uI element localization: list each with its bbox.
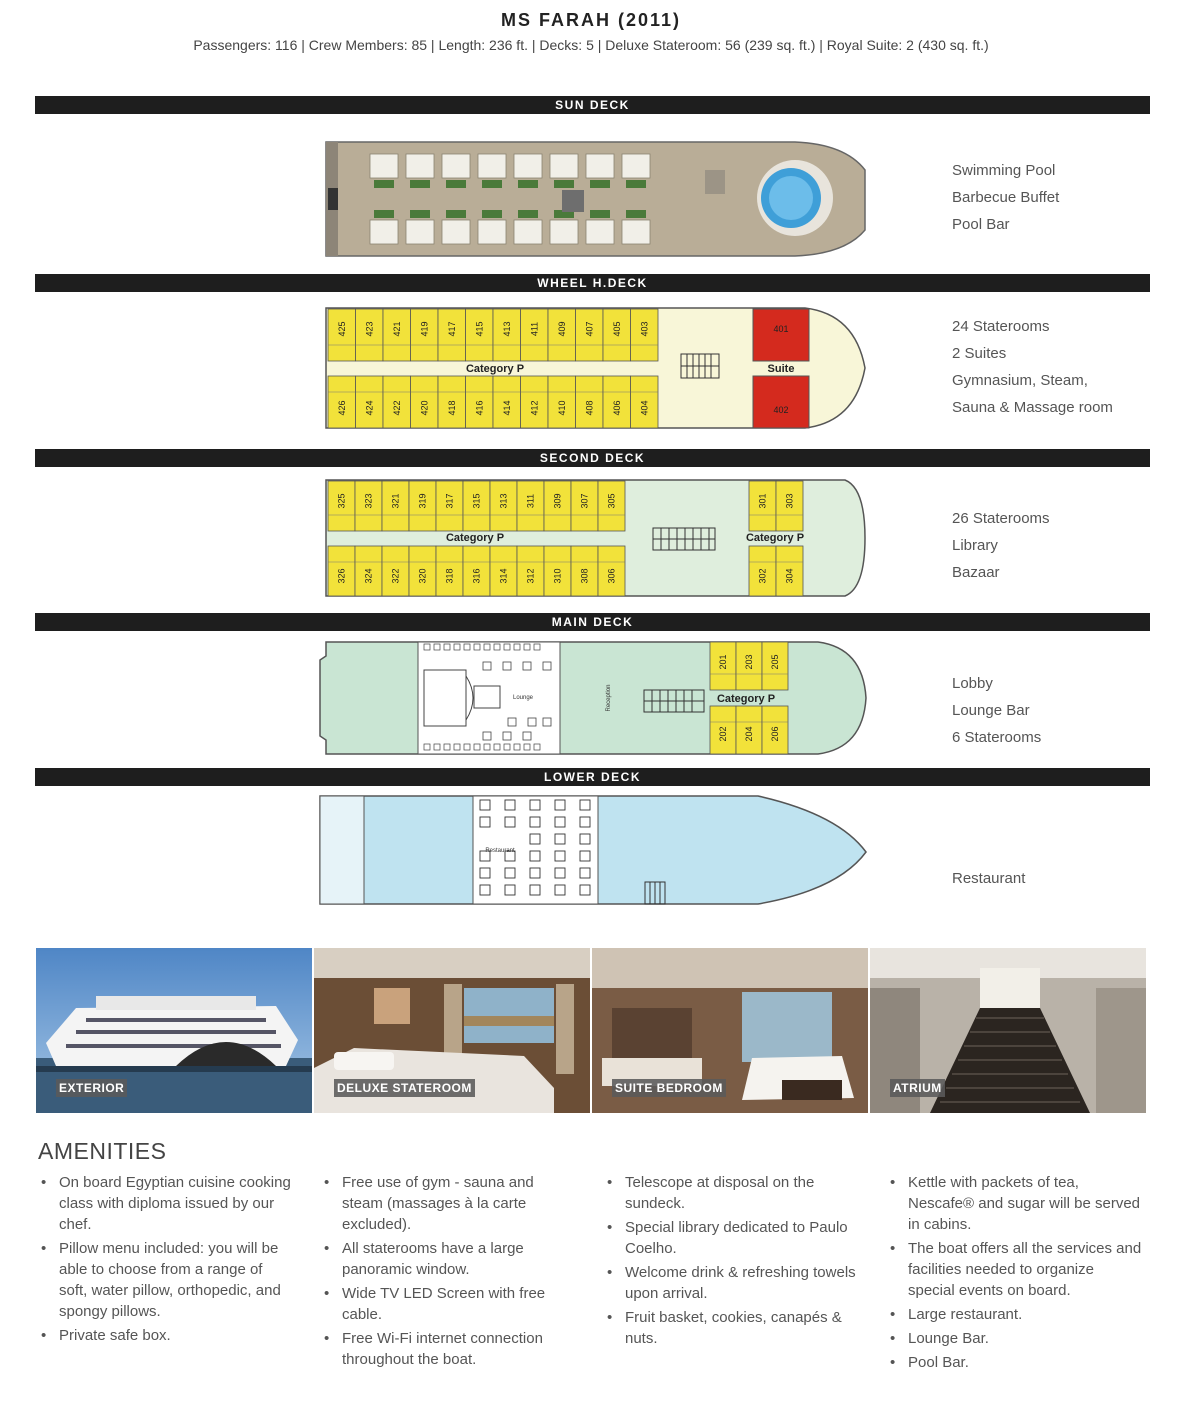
cabana — [550, 220, 578, 244]
cabin — [466, 376, 494, 428]
feature-item: Gymnasium, Steam, — [952, 372, 1088, 389]
cabana — [406, 154, 434, 178]
cabana — [442, 154, 470, 178]
cabana — [406, 220, 434, 244]
cabin — [603, 376, 631, 428]
cabin-number: 412 — [529, 400, 540, 416]
cabin-number: 301 — [757, 493, 768, 509]
second-deck-features — [952, 505, 1050, 586]
cabana — [514, 154, 542, 178]
cabin-number: 305 — [606, 493, 617, 509]
planter — [518, 180, 538, 188]
amenity-item: • Wide TV LED Screen with free cable. — [321, 1283, 576, 1325]
planter — [554, 180, 574, 188]
planter — [626, 180, 646, 188]
cabin — [517, 546, 544, 596]
cabin-number: 420 — [419, 400, 430, 416]
cabin-number: 413 — [501, 321, 512, 337]
cabana — [514, 220, 542, 244]
cabin — [356, 309, 384, 361]
amenity-item: • On board Egyptian cuisine cooking class with diploma issued by our chef. — [38, 1172, 293, 1235]
cabin — [631, 309, 659, 361]
cabin — [493, 376, 521, 428]
feature-item: 2 Suites — [952, 345, 1007, 362]
cabin-number: 203 — [744, 654, 754, 670]
cabin — [544, 546, 571, 596]
cabin — [762, 642, 788, 690]
lower-deck-features — [952, 865, 1025, 892]
cabin — [382, 481, 409, 531]
cabin — [355, 546, 382, 596]
amenities-title: AMENITIES — [38, 1138, 167, 1164]
cabin-number: 303 — [784, 493, 795, 509]
amenity-item: • Fruit basket, cookies, canapés & nuts. — [604, 1307, 859, 1349]
cabin — [749, 481, 776, 531]
cabin — [548, 309, 576, 361]
cabin — [710, 642, 736, 690]
cabin — [463, 546, 490, 596]
restaurant-label: Restaurant — [485, 848, 515, 854]
main-deck-plan — [318, 640, 870, 763]
cabin — [355, 481, 382, 531]
amenity-item: • Pool Bar. — [887, 1352, 1142, 1373]
cabin — [521, 376, 549, 428]
cabin-number: 306 — [606, 568, 617, 584]
cabana — [442, 220, 470, 244]
cabin-number: 404 — [639, 400, 650, 416]
second-deck-plan — [325, 478, 870, 605]
cabin-number: 426 — [336, 400, 347, 416]
main-deck-features — [952, 670, 1041, 751]
cabin — [383, 376, 411, 428]
cabin — [598, 546, 625, 596]
cabin — [328, 376, 356, 428]
cabin-number: 309 — [552, 493, 563, 509]
cabin — [383, 309, 411, 361]
sun-deck-plan — [325, 140, 870, 263]
cabin — [356, 376, 384, 428]
planter — [410, 210, 430, 218]
cabin-number: 425 — [336, 321, 347, 337]
photo-suite-bedroom — [592, 948, 868, 1113]
cabin-number: 320 — [417, 568, 428, 584]
cabin-number: 205 — [770, 654, 780, 670]
cabin-number: 307 — [579, 493, 590, 509]
cabana — [586, 220, 614, 244]
wheel-deck-bar: WHEEL H.DECK — [35, 274, 1150, 292]
feature-item: Lobby — [952, 675, 993, 692]
cabin — [776, 481, 803, 531]
feature-item: Pool Bar — [952, 216, 1010, 233]
cabin — [436, 481, 463, 531]
cabin-number: 421 — [391, 321, 402, 337]
cabin-number: 206 — [770, 726, 780, 742]
cabin-number: 415 — [474, 321, 485, 337]
amenity-item: • Free use of gym - sauna and steam (massages à la carte excluded). — [321, 1172, 576, 1235]
cabin — [411, 376, 439, 428]
planter — [374, 180, 394, 188]
feature-item: Lounge Bar — [952, 702, 1030, 719]
cabin — [438, 376, 466, 428]
wheel-deck-plan — [325, 306, 870, 436]
suite-label: Suite — [767, 363, 795, 375]
amenity-item: • Pillow menu included: you will be able to choose from a range of soft, water pillow, orthopedic, and spongy pillows. — [38, 1238, 293, 1322]
planter — [482, 210, 502, 218]
cabin-number: 315 — [471, 493, 482, 509]
cabin — [490, 481, 517, 531]
cabana — [622, 154, 650, 178]
cabin-number: 201 — [718, 654, 728, 670]
cabin — [710, 706, 736, 754]
amenity-item: • Welcome drink & refreshing towels upon arrival. — [604, 1262, 859, 1304]
cabin — [463, 481, 490, 531]
cabin — [466, 309, 494, 361]
amenities-column-2 — [321, 1172, 576, 1373]
cabin-number: 313 — [498, 493, 509, 509]
cabin-number: 419 — [419, 321, 430, 337]
amenity-item: • All staterooms have a large panoramic window. — [321, 1238, 576, 1280]
cabana — [586, 154, 614, 178]
suite-402: 402 — [773, 405, 789, 415]
lower-deck-plan — [318, 794, 870, 913]
cabin-number: 407 — [584, 321, 595, 337]
cabin-number: 406 — [611, 400, 622, 416]
cabin — [411, 309, 439, 361]
cabin-number: 304 — [784, 568, 795, 584]
cabin-number: 325 — [336, 493, 347, 509]
suite-401: 401 — [773, 324, 789, 334]
cabin-number: 308 — [579, 568, 590, 584]
cabin — [521, 309, 549, 361]
cabin — [598, 481, 625, 531]
cabin — [736, 642, 762, 690]
cabin-number: 422 — [391, 400, 402, 416]
cabin — [409, 546, 436, 596]
amenity-item: • Free Wi-Fi internet connection throughout the boat. — [321, 1328, 576, 1370]
planter — [518, 210, 538, 218]
cabin-number: 409 — [556, 321, 567, 337]
photo-caption: DELUXE STATEROOM — [334, 1079, 475, 1097]
amenity-item: • Special library dedicated to Paulo Coelho. — [604, 1217, 859, 1259]
amenity-item: • Large restaurant. — [887, 1304, 1142, 1325]
cabin-number: 423 — [364, 321, 375, 337]
cabin — [409, 481, 436, 531]
cabin — [382, 546, 409, 596]
wheel-deck-features — [952, 313, 1113, 421]
second-deck-bar: SECOND DECK — [35, 449, 1150, 467]
cabin-number: 310 — [552, 568, 563, 584]
feature-item: 24 Staterooms — [952, 318, 1050, 335]
cabin — [328, 309, 356, 361]
cabin — [631, 376, 659, 428]
cabin-number: 314 — [498, 568, 509, 584]
cabana — [370, 154, 398, 178]
cabin — [328, 546, 355, 596]
cabin — [436, 546, 463, 596]
photo-atrium — [870, 948, 1146, 1113]
cabin-number: 424 — [364, 400, 375, 416]
feature-item: Restaurant — [952, 870, 1026, 887]
category-label: Category P — [716, 693, 776, 705]
cabin — [576, 309, 604, 361]
cabin-number: 311 — [525, 493, 536, 509]
cabin-number: 403 — [639, 321, 650, 337]
cabin-number: 202 — [718, 726, 728, 742]
planter — [446, 180, 466, 188]
feature-item: Sauna & Massage room — [952, 399, 1113, 416]
planter — [482, 180, 502, 188]
photo-caption: SUITE BEDROOM — [612, 1079, 726, 1097]
cabin-number: 418 — [446, 400, 457, 416]
amenity-item: • Kettle with packets of tea, Nescafe® and sugar will be served in cabins. — [887, 1172, 1142, 1235]
category-label-forward: Category P — [745, 532, 805, 544]
amenity-item: • The boat offers all the services and facilities needed to organize special events on board. — [887, 1238, 1142, 1301]
amenities-column-1 — [38, 1172, 293, 1349]
amenity-item: • Telescope at disposal on the sundeck. — [604, 1172, 859, 1214]
cabin — [576, 376, 604, 428]
cabin — [571, 481, 598, 531]
cabin-number: 316 — [471, 568, 482, 584]
category-label: Category P — [445, 532, 505, 544]
cabin — [548, 376, 576, 428]
photo-deluxe-stateroom — [314, 948, 590, 1113]
planter — [590, 180, 610, 188]
cabin — [493, 309, 521, 361]
cabin-number: 416 — [474, 400, 485, 416]
cabin-number: 326 — [336, 568, 347, 584]
cabin-number: 321 — [390, 493, 401, 509]
cabin — [603, 309, 631, 361]
cabin-number: 322 — [390, 568, 401, 584]
photo-exterior — [36, 948, 312, 1113]
cabana — [622, 220, 650, 244]
ship-specs: Passengers: 116 | Crew Members: 85 | Length: 236 ft. | Decks: 5 | Deluxe Stateroom: 56 (239 sq. ft.) | Royal Suite: 2 (430 sq. ft.) — [193, 37, 989, 53]
lounge-label: Lounge — [512, 695, 534, 701]
amenity-item: • Private safe box. — [38, 1325, 293, 1346]
lower-deck-bar: LOWER DECK — [35, 768, 1150, 786]
cabin-number: 204 — [744, 726, 754, 742]
amenities-column-3 — [604, 1172, 859, 1352]
planter — [374, 210, 394, 218]
cabin-number: 302 — [757, 568, 768, 584]
cabana — [370, 220, 398, 244]
cabin-number: 318 — [444, 568, 455, 584]
cabin-number: 410 — [556, 400, 567, 416]
feature-item: Bazaar — [952, 564, 1000, 581]
category-label: Category P — [465, 363, 525, 375]
cabin — [762, 706, 788, 754]
cabin-number: 414 — [501, 400, 512, 416]
sun-deck-bar: SUN DECK — [35, 96, 1150, 114]
cabin — [517, 481, 544, 531]
cabin — [571, 546, 598, 596]
cabin — [490, 546, 517, 596]
cabin — [749, 546, 776, 596]
feature-item: 26 Staterooms — [952, 510, 1050, 527]
cabin — [776, 546, 803, 596]
cabin-number: 417 — [446, 321, 457, 337]
cabana — [478, 154, 506, 178]
cabin-number: 323 — [363, 493, 374, 509]
cabin-number: 319 — [417, 493, 428, 509]
feature-item: 6 Staterooms — [952, 729, 1042, 746]
feature-item: Barbecue Buffet — [952, 189, 1060, 206]
cabin-number: 317 — [444, 493, 455, 509]
cabin — [328, 481, 355, 531]
cabana — [478, 220, 506, 244]
cabin-number: 324 — [363, 568, 374, 584]
cabin — [438, 309, 466, 361]
feature-item: Swimming Pool — [952, 162, 1056, 179]
page-title: MS FARAH (2011) — [500, 10, 682, 30]
sun-deck-features — [952, 157, 1059, 238]
reception-label: Reception — [606, 684, 612, 712]
planter — [446, 210, 466, 218]
amenities-column-4 — [887, 1172, 1142, 1376]
photo-caption: EXTERIOR — [56, 1079, 127, 1097]
cabin-number: 408 — [584, 400, 595, 416]
cabin-number: 405 — [611, 321, 622, 337]
amenity-item: • Lounge Bar. — [887, 1328, 1142, 1349]
feature-item: Library — [952, 537, 998, 554]
planter — [590, 210, 610, 218]
cabin — [736, 706, 762, 754]
cabana — [550, 154, 578, 178]
cabin-number: 312 — [525, 568, 536, 584]
cabin — [544, 481, 571, 531]
cabin-number: 411 — [529, 321, 540, 337]
main-deck-bar: MAIN DECK — [35, 613, 1150, 631]
photo-caption: ATRIUM — [890, 1079, 945, 1097]
planter — [410, 180, 430, 188]
planter — [626, 210, 646, 218]
